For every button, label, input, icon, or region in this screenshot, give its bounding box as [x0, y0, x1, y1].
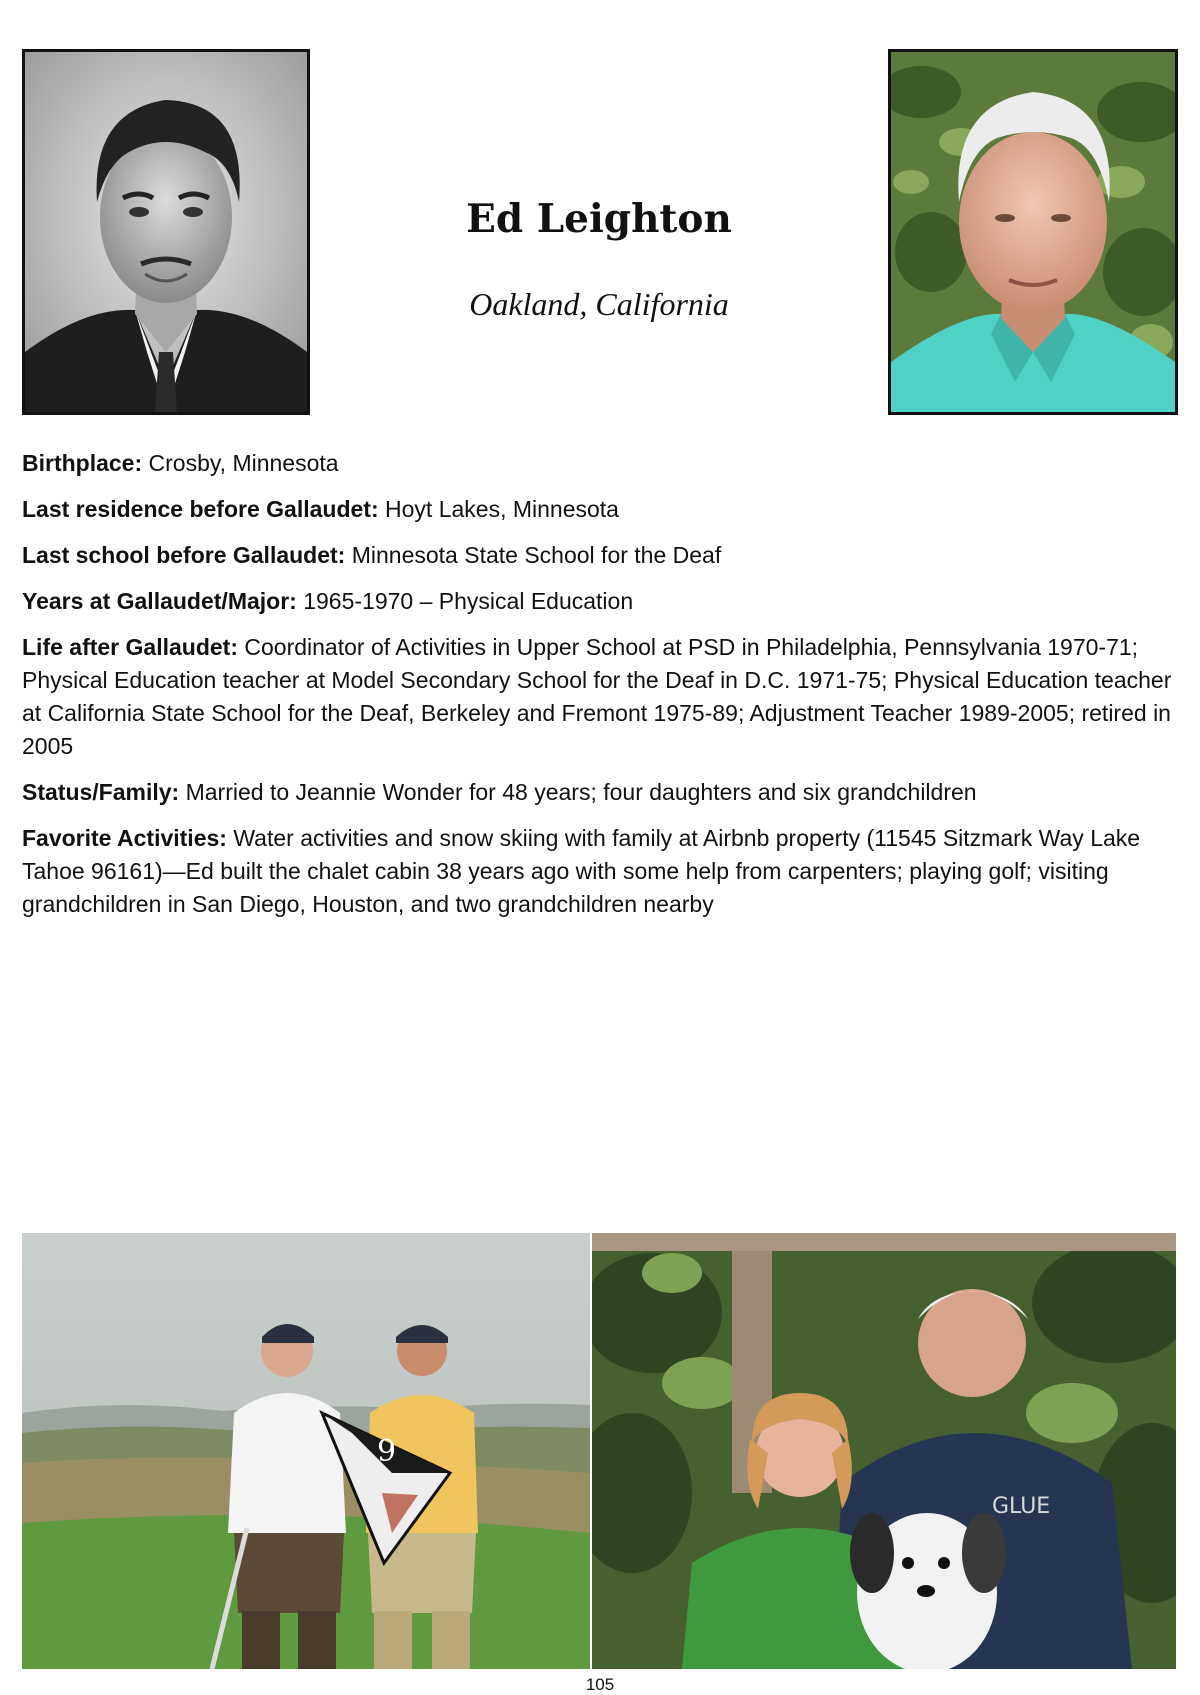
- last-school-label: Last school before Gallaudet:: [22, 542, 346, 568]
- favorite-activities-value: Water activities and snow skiing with family at Airbnb property (11545 Sitzmark Way Lake Tahoe 96161)—Ed built the chalet cabin 38 years ago with some help from carpenters; playing golf; visiting grandchildren in San Diego, Houston, and two grandchildren nearby: [22, 825, 1141, 917]
- life-after-row: [22, 631, 1174, 763]
- page-number: 105: [585, 1675, 615, 1694]
- yearbook-portrait-photo: [22, 49, 310, 415]
- favorite-activities-label: Favorite Activities:: [22, 825, 227, 851]
- status-family-row: [22, 776, 1174, 809]
- svg-text:GLUE: GLUE: [992, 1494, 1051, 1519]
- years-major-row: [22, 585, 1174, 618]
- birthplace-label: Birthplace:: [22, 450, 143, 476]
- status-family-label: Status/Family:: [22, 779, 180, 805]
- life-after-value: Coordinator of Activities in Upper School at PSD in Philadelphia, Pennsylvania 1970-71; Physical Education teacher at Model Secondary School for the Deaf in D.C. 1971-75; Physical Education teacher at California State School for the Deaf, Berkeley and Fremont 1975-89; Adjustment Teacher 1989-2005; retired in 2005: [22, 634, 1172, 759]
- person-name: Ed Leighton: [466, 196, 732, 242]
- couple-with-dog-photo: [592, 1233, 1176, 1669]
- birthplace-row: [22, 447, 1174, 480]
- years-major-value: 1965-1970 – Physical Education: [303, 588, 634, 614]
- status-family-value: Married to Jeannie Wonder for 48 years; four daughters and six grandchildren: [185, 779, 977, 805]
- life-after-label: Life after Gallaudet:: [22, 634, 238, 660]
- last-school-value: Minnesota State School for the Deaf: [351, 542, 722, 568]
- last-residence-value: Hoyt Lakes, Minnesota: [385, 496, 619, 522]
- recent-portrait-photo: [888, 49, 1178, 415]
- last-residence-label: Last residence before Gallaudet:: [22, 496, 379, 522]
- years-major-label: Years at Gallaudet/Major:: [22, 588, 297, 614]
- last-school-row: [22, 539, 1174, 572]
- person-location: Oakland, California: [469, 286, 729, 322]
- favorite-activities-row: [22, 822, 1174, 921]
- golf-course-photo: [22, 1233, 590, 1669]
- bio-section: [22, 447, 1174, 934]
- golf-flag-number: 9: [377, 1434, 397, 1469]
- last-residence-row: [22, 493, 1174, 526]
- birthplace-value: Crosby, Minnesota: [148, 450, 339, 476]
